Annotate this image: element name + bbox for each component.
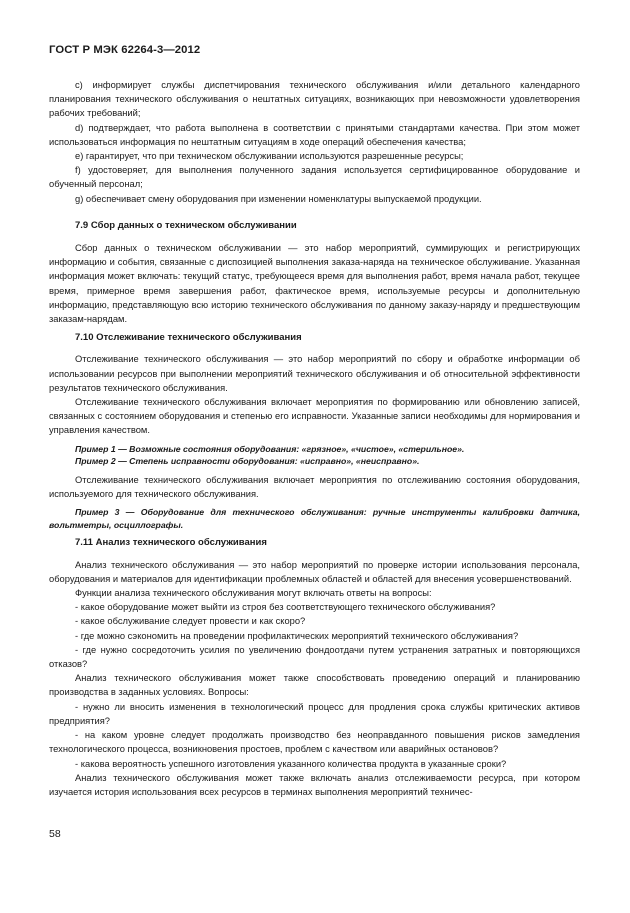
question-item: - какое обслуживание следует провести и как скоро? xyxy=(75,616,306,627)
question-item: - нужно ли вносить изменения в технологический процесс для продления срока службы критических активов предприятия? xyxy=(49,701,580,726)
document-header: ГОСТ Р МЭК 62264-3—2012 xyxy=(49,44,201,56)
list-item-g: g) обеспечивает смену оборудования при изменении номенклатуры выпускаемой продукции. xyxy=(75,193,482,204)
question-item: - какова вероятность успешного изготовления указанного количества продукта в указанные сроки? xyxy=(75,758,507,769)
list-item-d: d) подтверждает, что работа выполнена в соответствии с принятыми стандартами качества. При этом может использоваться информация по нештатным ситуациям в ходе операций обеспечения качества; xyxy=(49,122,580,147)
list-item-f: f) удостоверяет, для выполнения полученного задания используется сертифицированное оборудование и обученный персонал; xyxy=(49,165,580,190)
paragraph: Анализ технического обслуживания — это набор мероприятий по проверке истории использования персонала, оборудования и материалов для идентификации проблемных областей и областей для внесения усовершенствований. xyxy=(49,559,580,584)
question-item: - где можно сэкономить на проведении профилактических мероприятий технического обслуживания? xyxy=(75,630,519,641)
paragraph: Анализ технического обслуживания может также включать анализ отслеживаемости ресурса, при котором изучается история использования всех ресурсов в терминах выполнения мероприятий техничес- xyxy=(49,772,580,797)
list-item-c: c) информирует службы диспетчирования технического обслуживания и/или детального календарного планирования технического обслуживания о нештатных ситуациях, возникающих при невозможности удовлетворения рабочих требований; xyxy=(49,80,580,119)
question-item: - на каком уровне следует продолжать производство без неоправданного повышения рисков замедления технологического процесса, возникновения простоев, проблем с качеством или аварийных остановов? xyxy=(49,730,580,755)
section-heading-7-11: 7.11 Анализ технического обслуживания xyxy=(75,537,267,549)
example-2: Пример 2 — Степень исправности оборудования: «исправно», «неисправно». xyxy=(75,456,420,467)
paragraph: Функции анализа технического обслуживания могут включать ответы на вопросы: xyxy=(75,588,432,599)
paragraph: Анализ технического обслуживания может также способствовать проведению операций и планированию производства в заданных условиях. Вопросы: xyxy=(49,673,580,698)
paragraph: Сбор данных о техническом обслуживании — это набор мероприятий, суммирующих и регистрирующих информацию и события, связанные с диспозицией выполнения заказа-наряда на техническое обслуживание. Указанная информация может включать: текущий статус, требующееся время для выполнения работ, время начала работ, текущее время, примерное время завершения работ, фактическое время, используемые ресурсы и дополнительную информацию, представляющую всю историю технического обслуживания по данному заказу-наряду и предшествующим заказам-нарядам. xyxy=(49,243,580,325)
section-heading-7-10: 7.10 Отслеживание технического обслуживания xyxy=(75,332,302,344)
example-1: Пример 1 — Возможные состояния оборудования: «грязное», «чистое», «стерильное». xyxy=(75,443,465,454)
page-body xyxy=(49,78,580,799)
paragraph: Отслеживание технического обслуживания — это набор мероприятий по сбору и обработке информации об использовании ресурсов при выполнении мероприятий технического обслуживания и об относительной эффективности результатов технического обслуживания. xyxy=(49,354,580,393)
list-item-e: e) гарантирует, что при техническом обслуживании используются разрешенные ресурсы; xyxy=(75,151,464,162)
question-item: - какое оборудование может выйти из строя без соответствующего технического обслуживания? xyxy=(75,602,496,613)
section-heading-7-9: 7.9 Сбор данных о техническом обслуживании xyxy=(75,219,297,231)
page-number: 58 xyxy=(49,828,61,840)
example-3: Пример 3 — Оборудование для технического обслуживания: ручные инструменты калибровки датчика, вольтметры, осциллографы. xyxy=(49,507,580,530)
paragraph: Отслеживание технического обслуживания включает мероприятия по формированию или обновлению записей, связанных с состоянием оборудования и степенью его исправности. Указанные записи необходимы для нормирования и управления качеством. xyxy=(49,397,580,436)
question-item: - где нужно сосредоточить усилия по увеличению фондоотдачи путем устранения затратных и повторяющихся отказов? xyxy=(49,644,580,670)
paragraph: Отслеживание технического обслуживания включает мероприятия по отслеживанию состояния оборудования, используемого для технического обслуживания. xyxy=(49,474,580,500)
